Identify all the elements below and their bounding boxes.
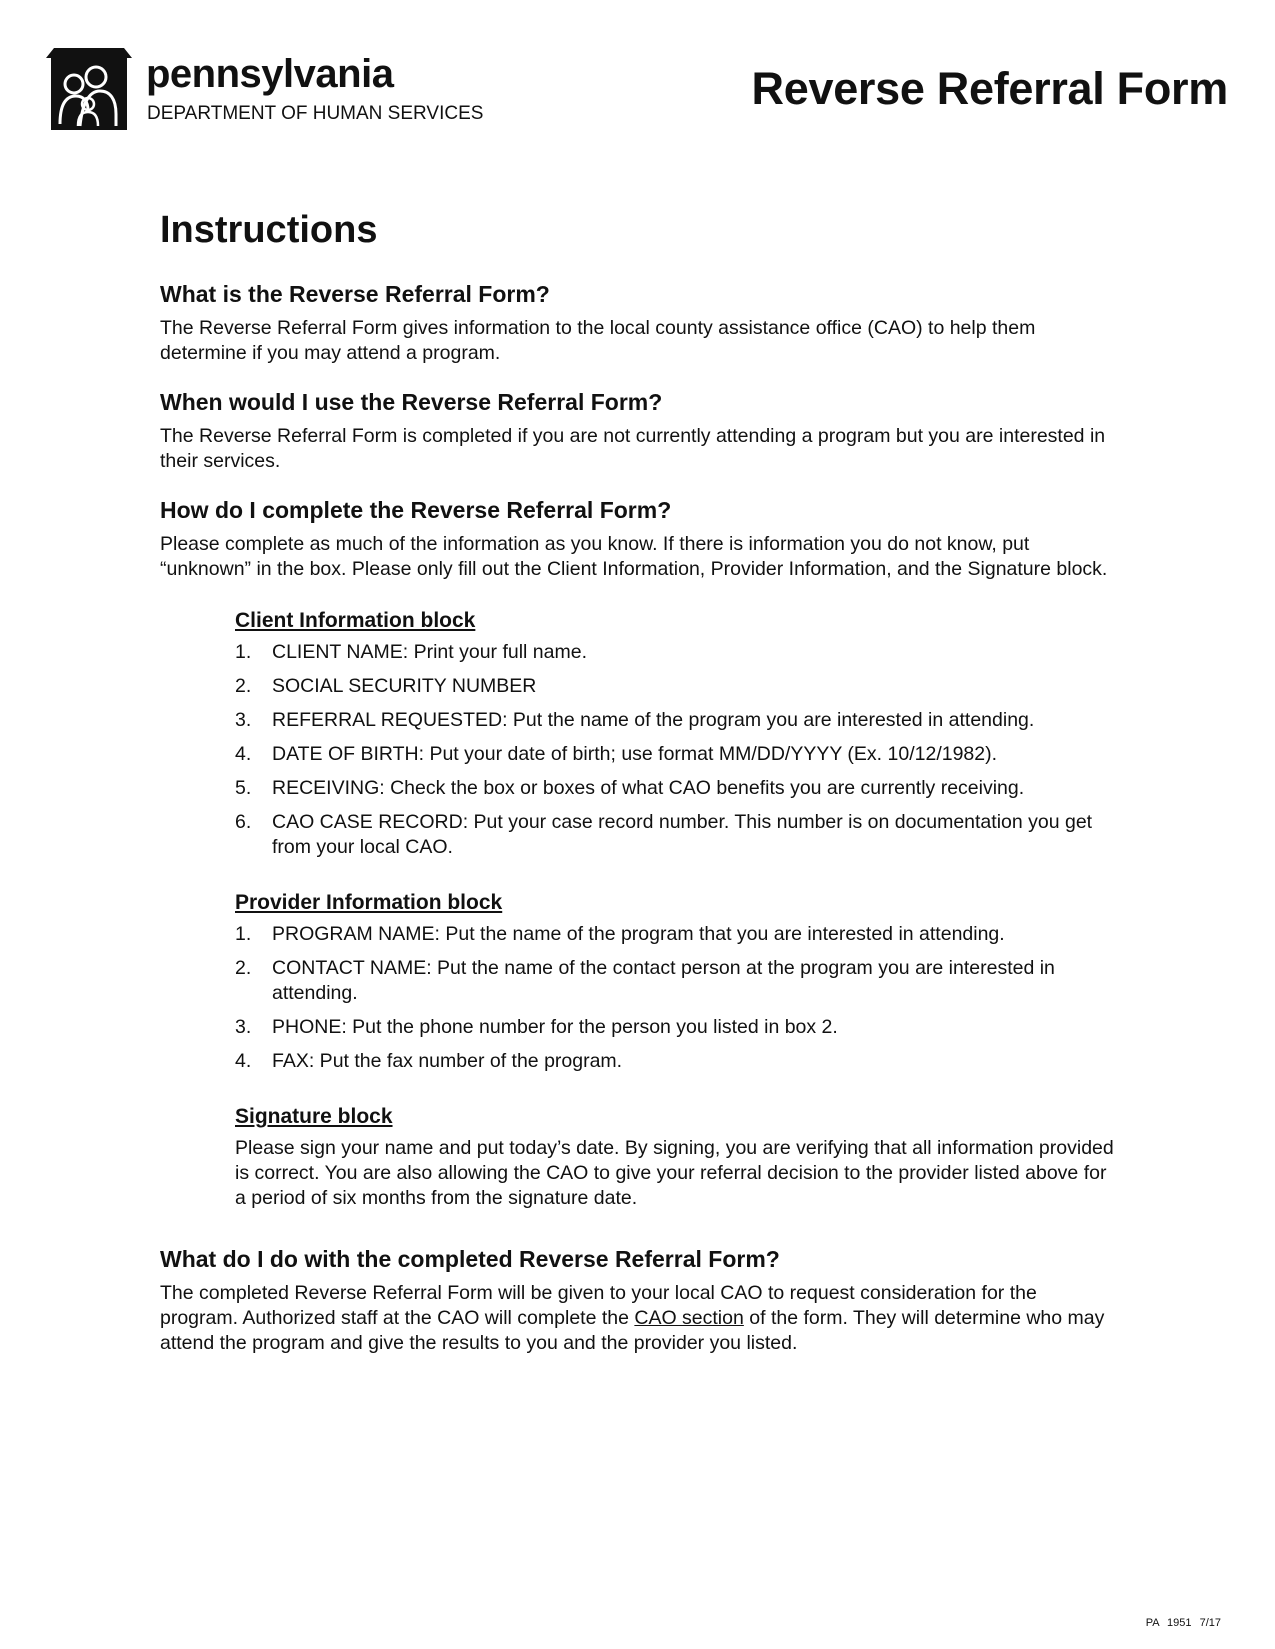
list-item	[235, 922, 1120, 947]
section-what-is	[160, 280, 1120, 366]
list-text: FAX: Put the fax number of the program.	[272, 1050, 623, 1072]
list-item	[235, 810, 1120, 860]
list-number: 3.	[235, 1016, 252, 1038]
section-what-do-i-do	[160, 1245, 1120, 1356]
list-number: 3.	[235, 709, 252, 731]
list-item	[235, 1049, 1120, 1074]
section-how-complete	[160, 496, 1120, 1211]
list-text: SOCIAL SECURITY NUMBER	[272, 675, 537, 697]
list-item	[235, 742, 1120, 767]
org-name: pennsylvania	[146, 52, 394, 96]
section-heading: When would I use the Reverse Referral Form?	[160, 389, 663, 415]
client-information-block	[235, 608, 1120, 860]
section-heading: What do I do with the completed Reverse Referral Form?	[160, 1246, 780, 1272]
signature-block	[235, 1104, 1120, 1211]
section-heading: How do I complete the Reverse Referral Form?	[160, 497, 672, 523]
list-text: DATE OF BIRTH: Put your date of birth; use format MM/DD/YYYY (Ex. 10/12/1982).	[272, 743, 998, 765]
list-number: 2.	[235, 957, 252, 979]
list-number: 4.	[235, 743, 252, 765]
list-text: CONTACT NAME: Put the name of the contact person at the program you are interested in attending.	[272, 957, 1055, 1004]
list-number: 6.	[235, 811, 252, 833]
list-number: 2.	[235, 675, 252, 697]
section-body: The Reverse Referral Form is completed if you are not currently attending a program but you are interested in their services.	[160, 425, 1106, 472]
instructions-content	[160, 208, 1120, 1378]
section-body: The Reverse Referral Form gives information to the local county assistance office (CAO) to help them determine if you may attend a program.	[160, 317, 1036, 364]
list-item	[235, 674, 1120, 699]
section-body	[160, 1281, 1120, 1356]
block-heading: Client Information block	[235, 609, 476, 632]
form-code: PA 1951 7/17	[1145, 1617, 1221, 1629]
form-title: Reverse Referral Form	[751, 63, 1228, 114]
list-item	[235, 640, 1120, 665]
section-body-text: of the form. They will determine who may attend the program and give the results to you and the provider you listed.	[160, 1307, 1105, 1354]
list-number: 1.	[235, 923, 252, 945]
list-text: CAO CASE RECORD: Put your case record number. This number is on documentation you get from your local CAO.	[272, 811, 1093, 858]
provider-information-block	[235, 890, 1120, 1074]
client-instructions-list	[235, 640, 1120, 860]
section-body-text: The completed Reverse Referral Form will be given to your local CAO to request consideration for the program. Authorized staff at the CAO will complete the	[160, 1282, 1037, 1329]
department-name: DEPARTMENT OF HUMAN SERVICES	[147, 103, 484, 124]
section-heading: What is the Reverse Referral Form?	[160, 281, 550, 307]
list-item	[235, 956, 1120, 1006]
list-item	[235, 776, 1120, 801]
section-body: Please complete as much of the information as you know. If there is information you do not know, put “unknown” in the box. Please only fill out the Client Information, Provider Information, and the Signature block.	[160, 533, 1108, 580]
list-number: 5.	[235, 777, 252, 799]
pennsylvania-keystone-family-icon	[44, 44, 134, 134]
page-title: Instructions	[160, 209, 378, 251]
list-item	[235, 708, 1120, 733]
block-body: Please sign your name and put today’s date. By signing, you are verifying that all information provided is correct. You are also allowing the CAO to give your referral decision to the provider listed above for a period of six months from the signature date.	[235, 1137, 1114, 1209]
list-text: CLIENT NAME: Print your full name.	[272, 641, 587, 663]
cao-section-reference: CAO section	[634, 1307, 744, 1329]
page-header	[0, 0, 1275, 150]
block-heading: Signature block	[235, 1105, 393, 1128]
list-item	[235, 1015, 1120, 1040]
list-text: REFERRAL REQUESTED: Put the name of the program you are interested in attending.	[272, 709, 1035, 731]
list-text: PHONE: Put the phone number for the person you listed in box 2.	[272, 1016, 838, 1038]
block-heading: Provider Information block	[235, 891, 503, 914]
section-when-use	[160, 388, 1120, 474]
list-number: 4.	[235, 1050, 252, 1072]
provider-instructions-list	[235, 922, 1120, 1074]
list-text: RECEIVING: Check the box or boxes of what CAO benefits you are currently receiving.	[272, 777, 1025, 799]
list-number: 1.	[235, 641, 252, 663]
list-text: PROGRAM NAME: Put the name of the program that you are interested in attending.	[272, 923, 1005, 945]
